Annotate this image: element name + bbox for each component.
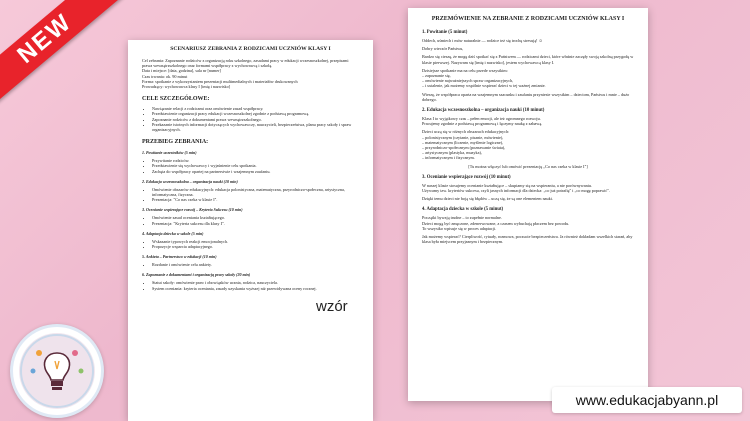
speech-line: To wszystko wpisuje się w proces adaptacji. (422, 225, 497, 231)
speech-line: Dzisiejsze spotkanie ma na celu przede wszystkim: (422, 67, 508, 73)
section-item: • Wskazanie typowych reakcji emocjonalnych. (152, 239, 359, 244)
section-item: • Prezentacja: "Co nas czeka w klasie I". (152, 197, 359, 202)
section-list (152, 239, 359, 249)
section-item: • Rozdanie i omówienie celu ankiety. (152, 262, 359, 267)
sample-watermark: wzór (316, 298, 348, 315)
meta-line: Forma: spotkanie z wykorzystaniem prezentacji multimedialnych i materiałów drukowanych (142, 78, 298, 84)
scenario-meta (142, 58, 359, 89)
speech-line: – i ustalenie, jak możemy wspólnie wspierać dzieci w tej ważnej zmianie. (422, 83, 546, 89)
section-list (152, 187, 359, 203)
speech-line: Dzieci mogą być zmęczone, zdenerwowane, a czasem wybuchają płaczem bez powodu. (422, 220, 570, 226)
section-item: • System oceniania: kryteria oceniania, zasady uzyskania wyższej niż przewidywana oceny rocznej. (152, 286, 359, 291)
section-list (152, 215, 359, 225)
section-item: • Propozycje wsparcia adaptacyjnego. (152, 244, 359, 249)
brand-logo (10, 324, 104, 418)
new-ribbon: NEW (0, 0, 133, 116)
speech-line: – informatycznym i fizycznym. (422, 155, 475, 161)
section-item: • Przywitanie rodziców. (152, 158, 359, 163)
scenario-document-page (128, 40, 373, 421)
speech-document-page (408, 8, 648, 401)
course-sections (142, 150, 359, 291)
section-item: • Omówienie obszarów edukacyjnych: edukacja polonistyczna, matematyczna, przyrodniczo-społeczna, artystyczna, informatyczna, fizyczna. (152, 187, 359, 197)
speech-section-heading: 1. Powitanie (5 minut) (422, 30, 468, 35)
speech-line: Bardzo się cieszę, że mogę dziś spotkać się z Państwem — rodzicami dzieci, które właśnie zaczęły swoją szkolną przygodę w klasie pierwszej. Nazywam się [imię i nazwisko], jestem wychowawcą klasy I. (422, 54, 634, 65)
section-item: • Przedstawienie się wychowawcy i wyjaśnienie celu spotkania. (152, 163, 359, 168)
speech-section-heading: 2. Edukacja wczesnoszkolna – organizacja nauki (10 minut) (422, 108, 545, 114)
logo-badge (19, 333, 95, 409)
section-item: • Statut szkoły: omówienie praw i obowiązków ucznia, rodzica, nauczyciela. (152, 280, 359, 285)
section-heading: 2. Edukacja wczesnoszkolna – organizacja nauki (10 min) (142, 178, 238, 184)
section-heading: 6. Zapoznanie z dokumentami i organizacją pracy szkoły (20 min) (142, 272, 251, 278)
speech-line: – omówienie najważniejszych spraw organizacyjnych, (422, 78, 514, 84)
meta-line: Prowadzący: wychowawca klasy I [imię i nazwisko] (142, 84, 231, 90)
speech-line: Jak możemy wspierać? Cierpliwość, rytuały, rozmowa, poczucie bezpieczeństwa. Ja również dokładam wszelkich starań, aby klasa była miejscem przyjaznym i bezpiecznym. (422, 234, 633, 245)
speech-line: – artystycznym (plastyka, muzyka), (422, 150, 482, 156)
meta-line: Czas trwania: ok. 90 minut (142, 73, 188, 79)
speech-line: – polonistycznym (czytanie, pisanie, mówienie), (422, 134, 504, 140)
speech-section-heading: 3. Ocenianie wspierające rozwój (10 minut) (422, 174, 511, 180)
speech-line: Dobry wieczór Państwu, (422, 46, 464, 52)
section-heading: 1. Powitanie uczestników (5 min) (142, 150, 197, 156)
meta-line: Cel zebrania: Zapoznanie rodziców z organizacją roku szkolnego, zasadami pracy w edukacji wczesnoszkolnej, przepisami prawa wewnątrzszkolnego oraz formami współpracy z wychowawcą i szkołą. (142, 58, 349, 69)
goal-item: • Zapoznanie rodziców z dokumentami prawa wewnątrzszkolnego. (152, 117, 359, 122)
speech-line: Używamy tzw. kryteriów sukcesu, czyli jasnych informacji dla dziecka: „co już potrafię" i „co mogę poprawić". (422, 188, 611, 194)
section-item: • Omówienie zasad oceniania kształtującego. (152, 215, 359, 220)
speech-section-heading: 4. Adaptacja dziecka w szkole (5 minut) (422, 207, 504, 213)
goals-heading: CELE SZCZEGÓŁOWE: (142, 96, 210, 103)
scenario-body (128, 58, 373, 291)
section-heading: 5. Ankieta – Partnerstwo w edukacji (10 min) (142, 254, 217, 260)
speech-title: PRZEMÓWIENIE NA ZEBRANIE Z RODZICAMI UCZNIÓW KLASY I (431, 16, 625, 22)
speech-line: Oddech, uśmiech i mów naturalnie — rodzice też się trochę stresują! ☺ (422, 38, 543, 43)
section-item: • Prezentacja: "Kryteria sukcesu dla klasy I". (152, 221, 359, 226)
goal-item: • Nawiązanie relacji z rodzicami oraz omówienie zasad współpracy. (152, 106, 359, 111)
scenario-title: SCENARIUSZ ZEBRANIA Z RODZICAMI UCZNIÓW KLASY I (170, 46, 331, 52)
speech-line: Wierzę, że współpraca oparta na wzajemnym szacunku i zaufaniu przyniesie wszystkim – dzieciom, Państwu i mnie – dużo dobrego. (422, 91, 630, 102)
section-list (152, 158, 359, 174)
speech-line: – matematycznym (liczenie, myślenie logiczne), (422, 139, 504, 145)
speech-line: Dzieci uczą się w różnych obszarach edukacyjnych: (422, 129, 510, 135)
speech-line: – przyrodniczo-społecznym (poznawanie świata), (422, 145, 506, 151)
speech-body (408, 30, 648, 244)
meta-line: Data i miejsce: [data, godzina], sala nr [numer] (142, 68, 221, 74)
speech-line: Początki bywają trudne – to zupełnie normalne. (422, 215, 502, 221)
section-item: • Zachęta do współpracy opartej na partnerstwie i wzajemnym zaufaniu. (152, 169, 359, 174)
section-list (152, 262, 359, 267)
goal-item: • Przekazanie istotnych informacji dotyczących wychowawczy, nauczycieli, bezpieczeństwa, planu pracy szkoły i spraw organizacyjnych. (152, 122, 359, 132)
lightbulb-icon (19, 333, 95, 409)
section-heading: 3. Ocenianie wspierające rozwój – Kryteria Sukcesu (10 min) (142, 207, 243, 213)
speech-line: Pracujemy zgodnie z podstawą programową i łączymy naukę z zabawą. (422, 121, 543, 127)
section-heading: 4. Adaptacja dziecka w szkole (5 min) (142, 230, 204, 236)
website-url[interactable]: www.edukacjabyann.pl (552, 387, 742, 413)
speech-line: [Tu można włączyć lub omówić prezentację „Co nas czeka w klasie I"] (468, 163, 588, 169)
goals-list (152, 106, 359, 132)
section-list (152, 280, 359, 290)
speech-line: Klasa I to wyjątkowy czas – pełen emocji, ale też ogromnego rozwoju. (422, 116, 541, 122)
speech-line: Dzięki temu dzieci nie boją się błędów – uczą się, że są one elementem nauki. (422, 196, 553, 202)
speech-line: – zapoznanie się, (422, 73, 451, 79)
course-heading: PRZEBIEG ZEBRANIA: (142, 139, 209, 146)
speech-line: W naszej klasie stosujemy ocenianie kształtujące – skupiamy się na wspieraniu, a nie porównywaniu. (422, 182, 593, 188)
goal-item: • Przedstawienie organizacji pracy edukacji wczesnoszkolnej zgodnie z podstawą programową. (152, 111, 359, 116)
